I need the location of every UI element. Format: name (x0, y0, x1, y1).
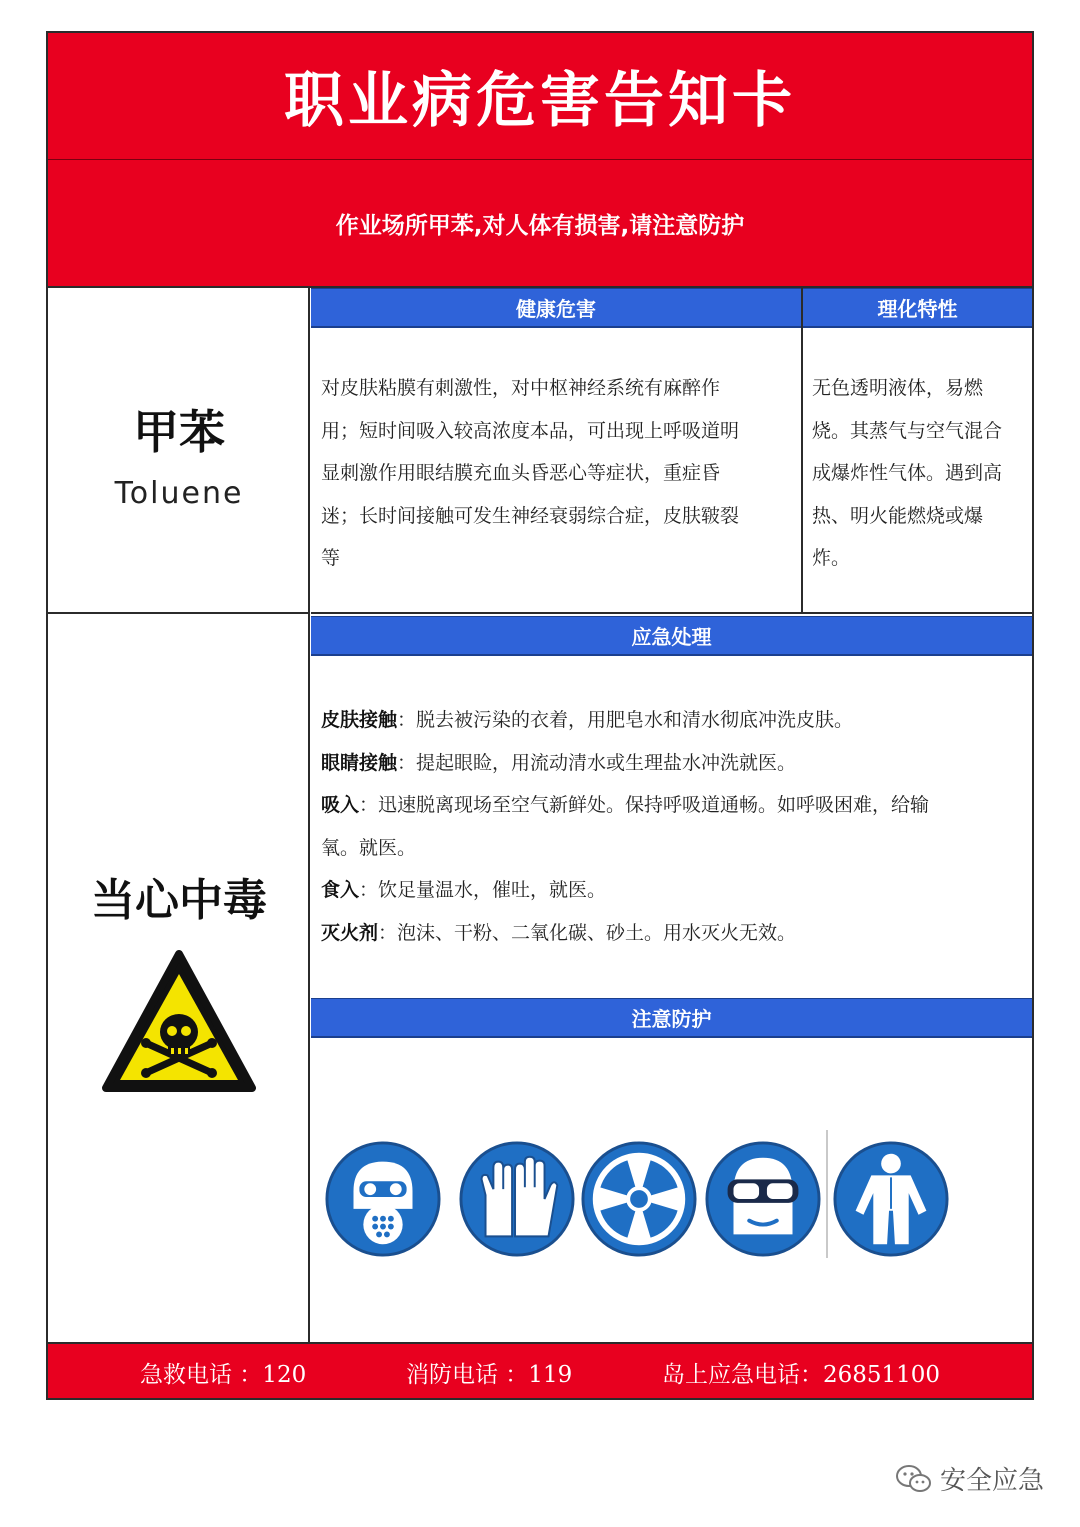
properties-text (812, 367, 1030, 580)
emergency-item-extinguisher: 灭火剂：泡沫、干粉、二氧化碳、砂土。用水灭火无效。 (321, 921, 797, 944)
emergency-item-ingestion: 食入：饮足量温水，催吐，就医。 (321, 879, 607, 901)
emergency-item-eyes: 眼睛接触：提起眼睑，用流动清水或生理盐水冲洗就医。 (321, 751, 797, 774)
properties-line: 热、明火能燃烧或爆 (812, 504, 984, 527)
properties-heading-text: 理化特性 (877, 297, 958, 321)
health-hazard-heading (311, 288, 801, 328)
emergency-phone-banner (48, 1342, 1032, 1398)
properties-line: 无色透明液体，易燃 (812, 377, 984, 399)
warning-text: 当心中毒 (91, 875, 267, 926)
emergency-item-inhalation: 吸入：迅速脱离现场至空气新鲜处。保持呼吸道通畅。如呼吸困难，给输 (321, 794, 930, 816)
properties-line: 烧。其蒸气与空气混合 (812, 419, 1003, 442)
emergency-heading-text: 应急处理 (631, 625, 712, 649)
protection-heading (311, 998, 1032, 1038)
toxic-skull-triangle-icon (100, 948, 258, 1096)
island-emergency-phone: 岛上应急电话：26851100 (662, 1362, 941, 1388)
ventilation-fan-icon (580, 1140, 698, 1258)
properties-line: 炸。 (812, 547, 851, 569)
health-hazard-text (321, 367, 799, 580)
substance-name-cell (48, 288, 310, 614)
fire-phone: 消防电话 ：119 (406, 1362, 573, 1388)
wechat-icon (896, 1464, 932, 1494)
subtitle-banner (48, 160, 1032, 288)
watermark-text: 安全应急 (939, 1466, 1044, 1496)
properties-line: 成爆炸性气体。遇到高 (812, 462, 1003, 484)
card-title: 职业病危害告知卡 (284, 66, 796, 136)
protective-gloves-icon (458, 1140, 576, 1258)
health-hazard-line: 等 (321, 547, 341, 569)
warning-cell (48, 614, 310, 1342)
hazard-notice-card (46, 31, 1034, 1400)
health-hazard-line: 用；短时间吸入较高浓度本品，可出现上呼吸道明 (321, 419, 740, 442)
substance-name-en: Toluene (114, 476, 244, 511)
protection-heading-text: 注意防护 (631, 1007, 712, 1031)
health-hazard-line: 对皮肤粘膜有刺激性，对中枢神经系统有麻醉作 (321, 377, 721, 399)
emergency-item-inhalation-cont: 氧。就医。 (321, 836, 417, 859)
watermark (896, 1460, 1044, 1497)
protective-suit-icon (832, 1140, 950, 1258)
emergency-text (321, 699, 1029, 954)
card-subtitle: 作业场所甲苯,对人体有损害,请注意防护 (335, 212, 745, 239)
safety-goggles-icon (704, 1140, 822, 1258)
icon-separator (826, 1130, 828, 1258)
ppe-icon-row (324, 1140, 964, 1265)
gas-mask-icon (324, 1140, 442, 1258)
health-hazard-heading-text: 健康危害 (516, 297, 596, 321)
substance-name-cn: 甲苯 (133, 405, 225, 459)
health-hazard-line: 显刺激作用眼结膜充血头昏恶心等症状，重症昏 (321, 462, 721, 484)
row-divider (311, 612, 1032, 614)
column-divider (801, 288, 803, 614)
title-banner (48, 33, 1032, 160)
emergency-item-skin: 皮肤接触：脱去被污染的衣着，用肥皂水和清水彻底冲洗皮肤。 (321, 709, 854, 731)
properties-heading (803, 288, 1032, 328)
health-hazard-line: 迷；长时间接触可发生神经衰弱综合症，皮肤皲裂 (321, 504, 740, 527)
emergency-heading (311, 616, 1032, 656)
first-aid-phone: 急救电话 ：120 (140, 1362, 307, 1388)
